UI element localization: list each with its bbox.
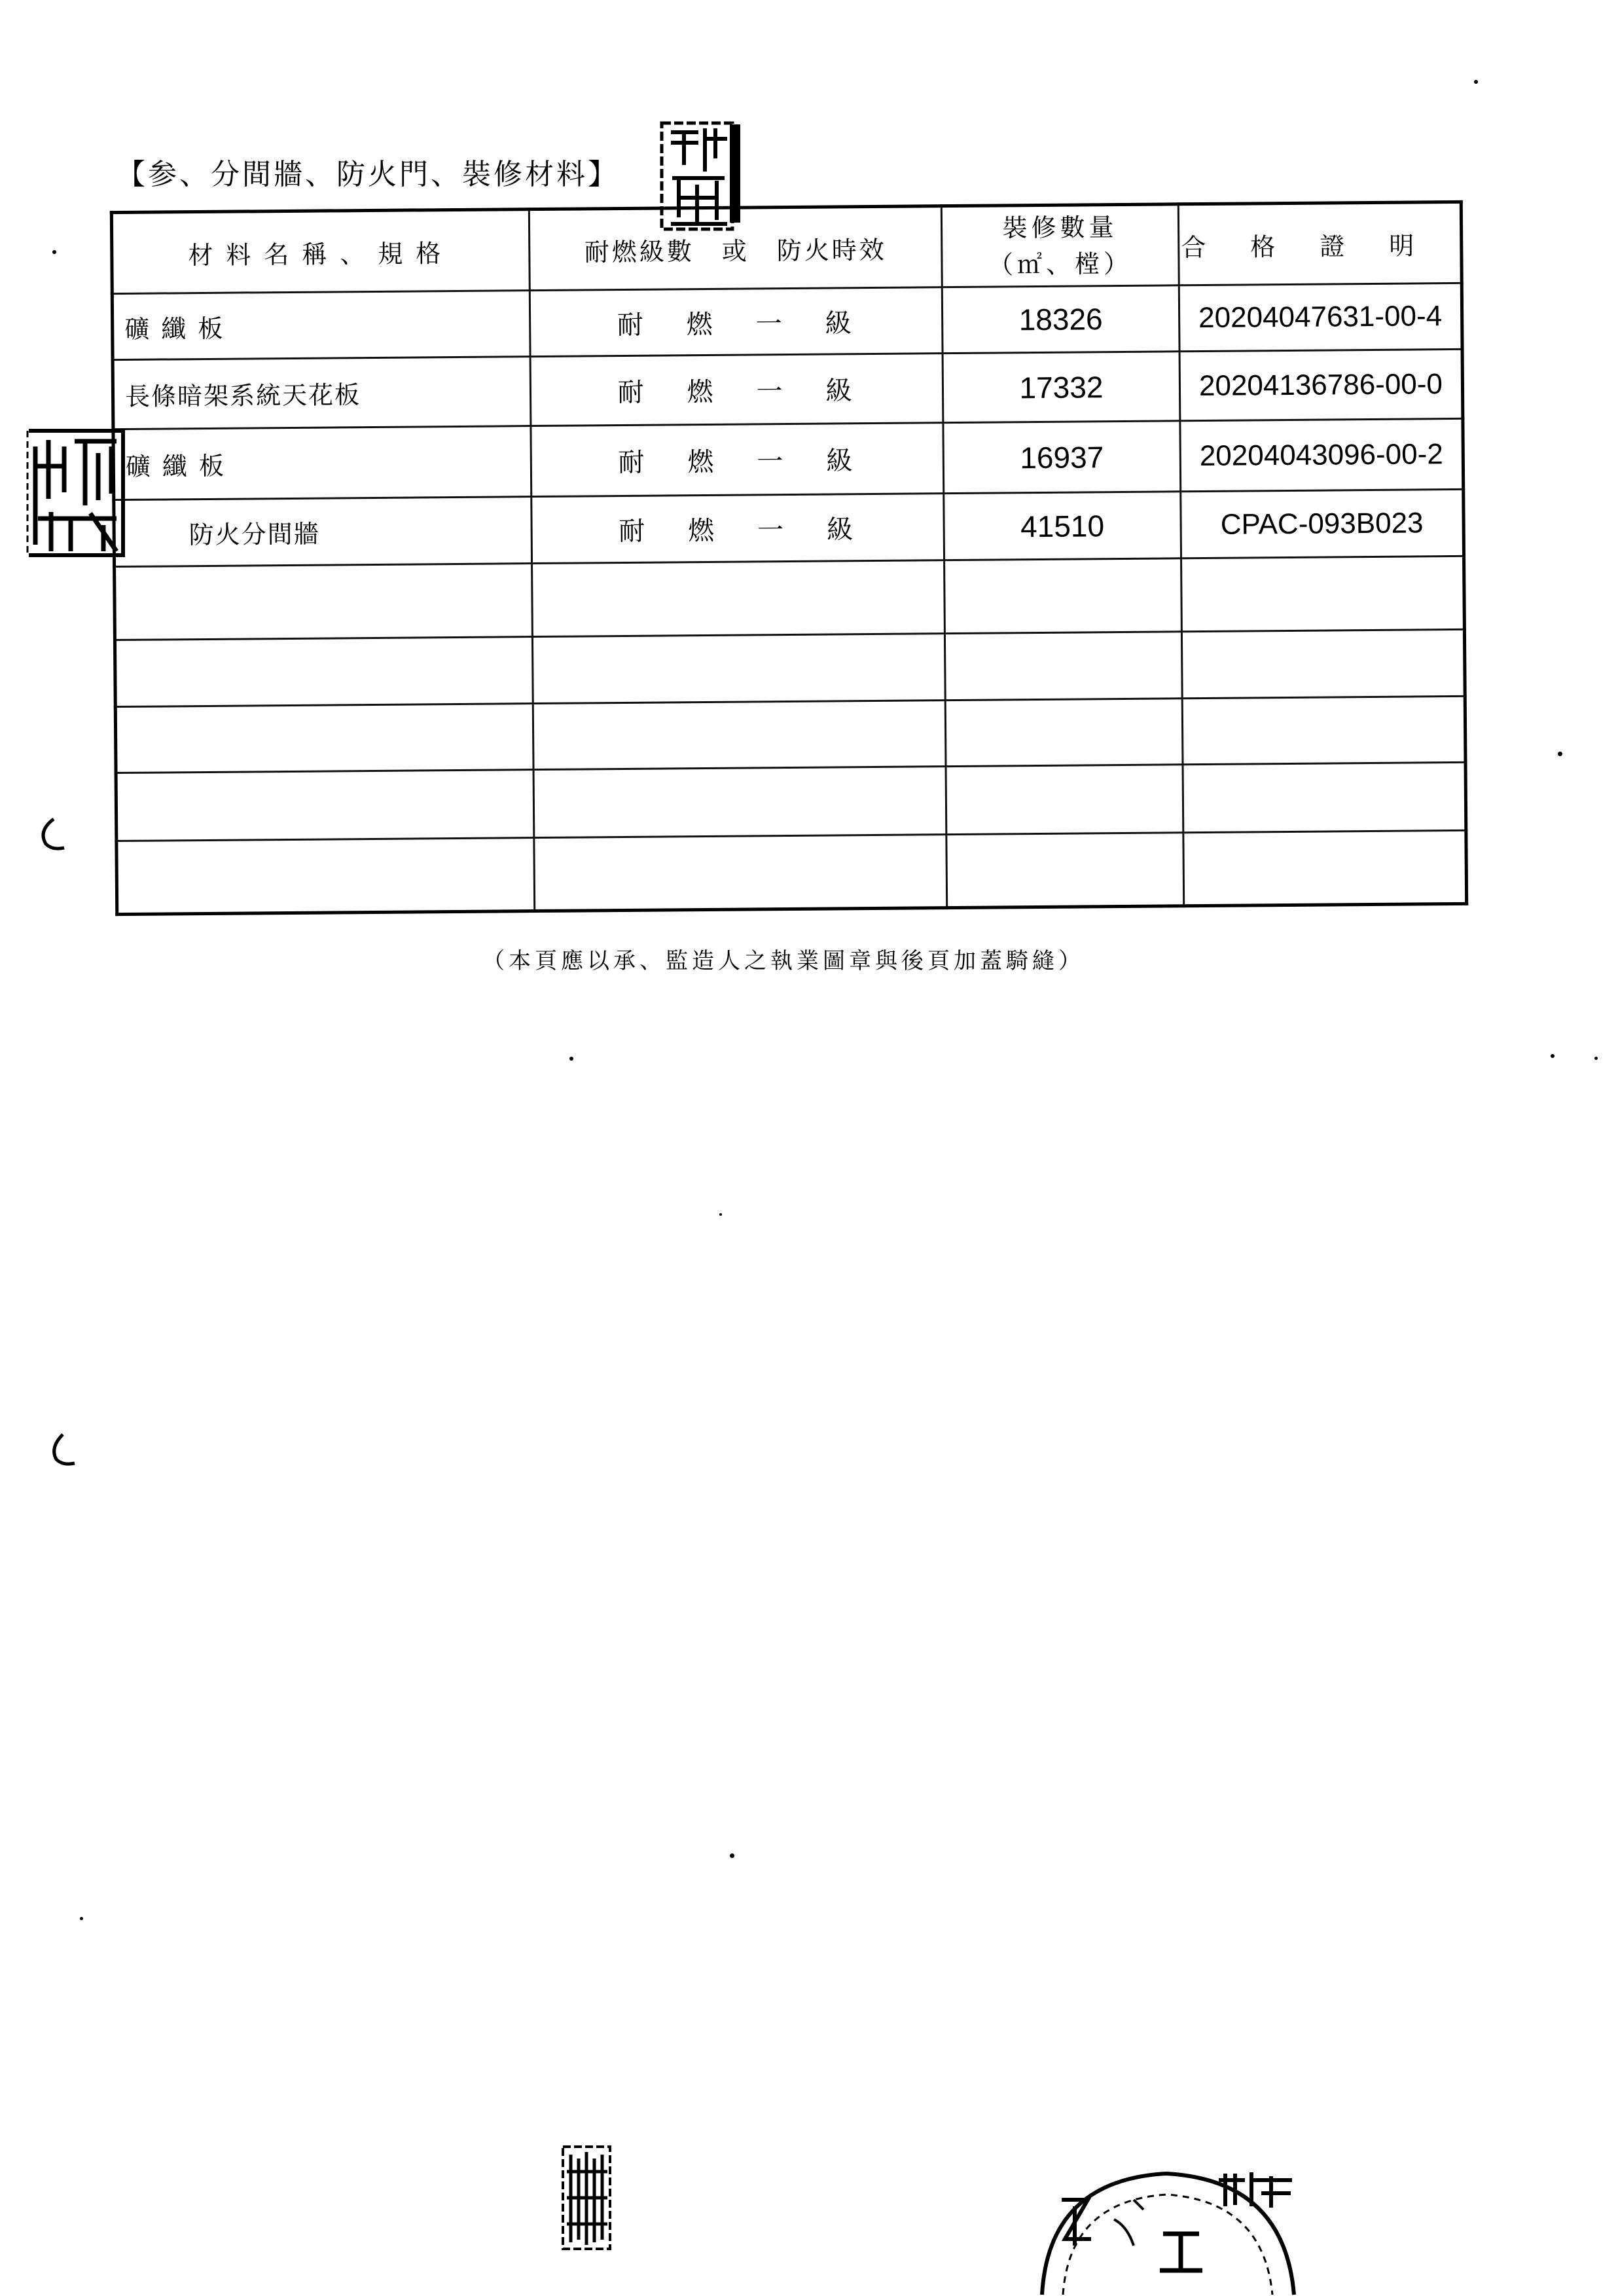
- seal-stamp-bottom-center: [560, 2144, 614, 2252]
- cell-rating: 耐燃一級: [530, 354, 943, 426]
- empty-cell: [1182, 696, 1465, 764]
- cell-quantity: 18326: [942, 285, 1179, 354]
- empty-cell: [117, 838, 535, 915]
- footnote: （本頁應以承、監造人之執業圖章與後頁加蓋騎縫）: [482, 948, 1085, 974]
- cell-certificate: CPAC-093B023: [1181, 489, 1464, 558]
- empty-cell: [1183, 830, 1467, 905]
- cell-rating: 耐燃一級: [531, 494, 944, 564]
- empty-table-row: [115, 696, 1465, 773]
- cell-quantity: 16937: [943, 421, 1181, 494]
- header-material: 材料名稱、規格: [111, 210, 530, 294]
- empty-cell: [115, 564, 533, 640]
- seal-stamp-top: [658, 118, 746, 236]
- header-quantity: [941, 204, 1179, 287]
- cell-material-name: 礦纖板: [112, 291, 530, 360]
- empty-table-row: [115, 629, 1465, 706]
- table-header-row: [111, 202, 1462, 293]
- empty-cell: [945, 699, 1183, 767]
- materials-table: [110, 200, 1468, 916]
- empty-cell: [532, 560, 945, 637]
- scan-speck: [569, 1057, 573, 1061]
- header-quantity-label: 裝修數量: [1002, 213, 1118, 243]
- empty-cell: [115, 704, 533, 773]
- scan-speck: [1551, 1054, 1555, 1058]
- table-row: [113, 349, 1463, 429]
- header-certificate: 合格證明: [1178, 202, 1462, 285]
- empty-cell: [944, 558, 1182, 634]
- cell-rating: 耐燃一級: [530, 287, 943, 357]
- cell-certificate: 20204136786-00-0: [1179, 349, 1463, 420]
- scan-speck: [80, 1917, 83, 1920]
- seal-stamp-bottom-right: [1035, 2160, 1301, 2295]
- empty-cell: [534, 835, 947, 911]
- cell-certificate: 20204043096-00-2: [1180, 418, 1464, 491]
- empty-cell: [944, 632, 1182, 701]
- empty-cell: [1181, 556, 1465, 631]
- table-row: [113, 418, 1464, 500]
- empty-cell: [946, 833, 1184, 908]
- table-row: [112, 283, 1462, 359]
- empty-cell: [116, 770, 534, 841]
- materials-table-wrapper: [110, 200, 1465, 914]
- cell-certificate: 20204047631-00-4: [1179, 283, 1462, 351]
- scan-mark-left-upper: [34, 815, 73, 854]
- empty-cell: [533, 767, 946, 838]
- seal-stamp-left: [25, 427, 126, 558]
- scan-speck: [719, 1213, 722, 1216]
- cell-quantity: 17332: [943, 352, 1180, 423]
- empty-table-row: [117, 830, 1467, 914]
- empty-cell: [115, 637, 533, 707]
- scan-speck: [1558, 752, 1562, 756]
- empty-cell: [532, 634, 945, 704]
- empty-table-row: [116, 762, 1466, 841]
- cell-material-name: 礦纖板: [113, 426, 531, 500]
- cell-material-name: 長條暗架系統天花板: [113, 357, 531, 429]
- empty-cell: [533, 701, 946, 770]
- scan-mark-left-lower: [46, 1430, 85, 1470]
- empty-table-row: [115, 556, 1465, 640]
- section-title: 【参、分間牆、防火門、裝修材料】: [117, 158, 619, 191]
- cell-material-name: 防火分間牆: [114, 497, 532, 567]
- empty-cell: [946, 765, 1183, 835]
- header-rating: 耐燃級數 或 防火時效: [529, 206, 942, 291]
- scan-speck: [52, 250, 56, 254]
- scan-speck: [1594, 1057, 1598, 1060]
- cell-rating: 耐燃一級: [531, 423, 944, 497]
- header-quantity-unit: （㎡、樘）: [988, 249, 1133, 280]
- scan-speck: [1474, 80, 1478, 84]
- table-row: [114, 489, 1464, 566]
- scan-speck: [730, 1853, 734, 1858]
- cell-quantity: 41510: [944, 492, 1181, 560]
- empty-cell: [1181, 629, 1465, 698]
- empty-cell: [1183, 762, 1466, 832]
